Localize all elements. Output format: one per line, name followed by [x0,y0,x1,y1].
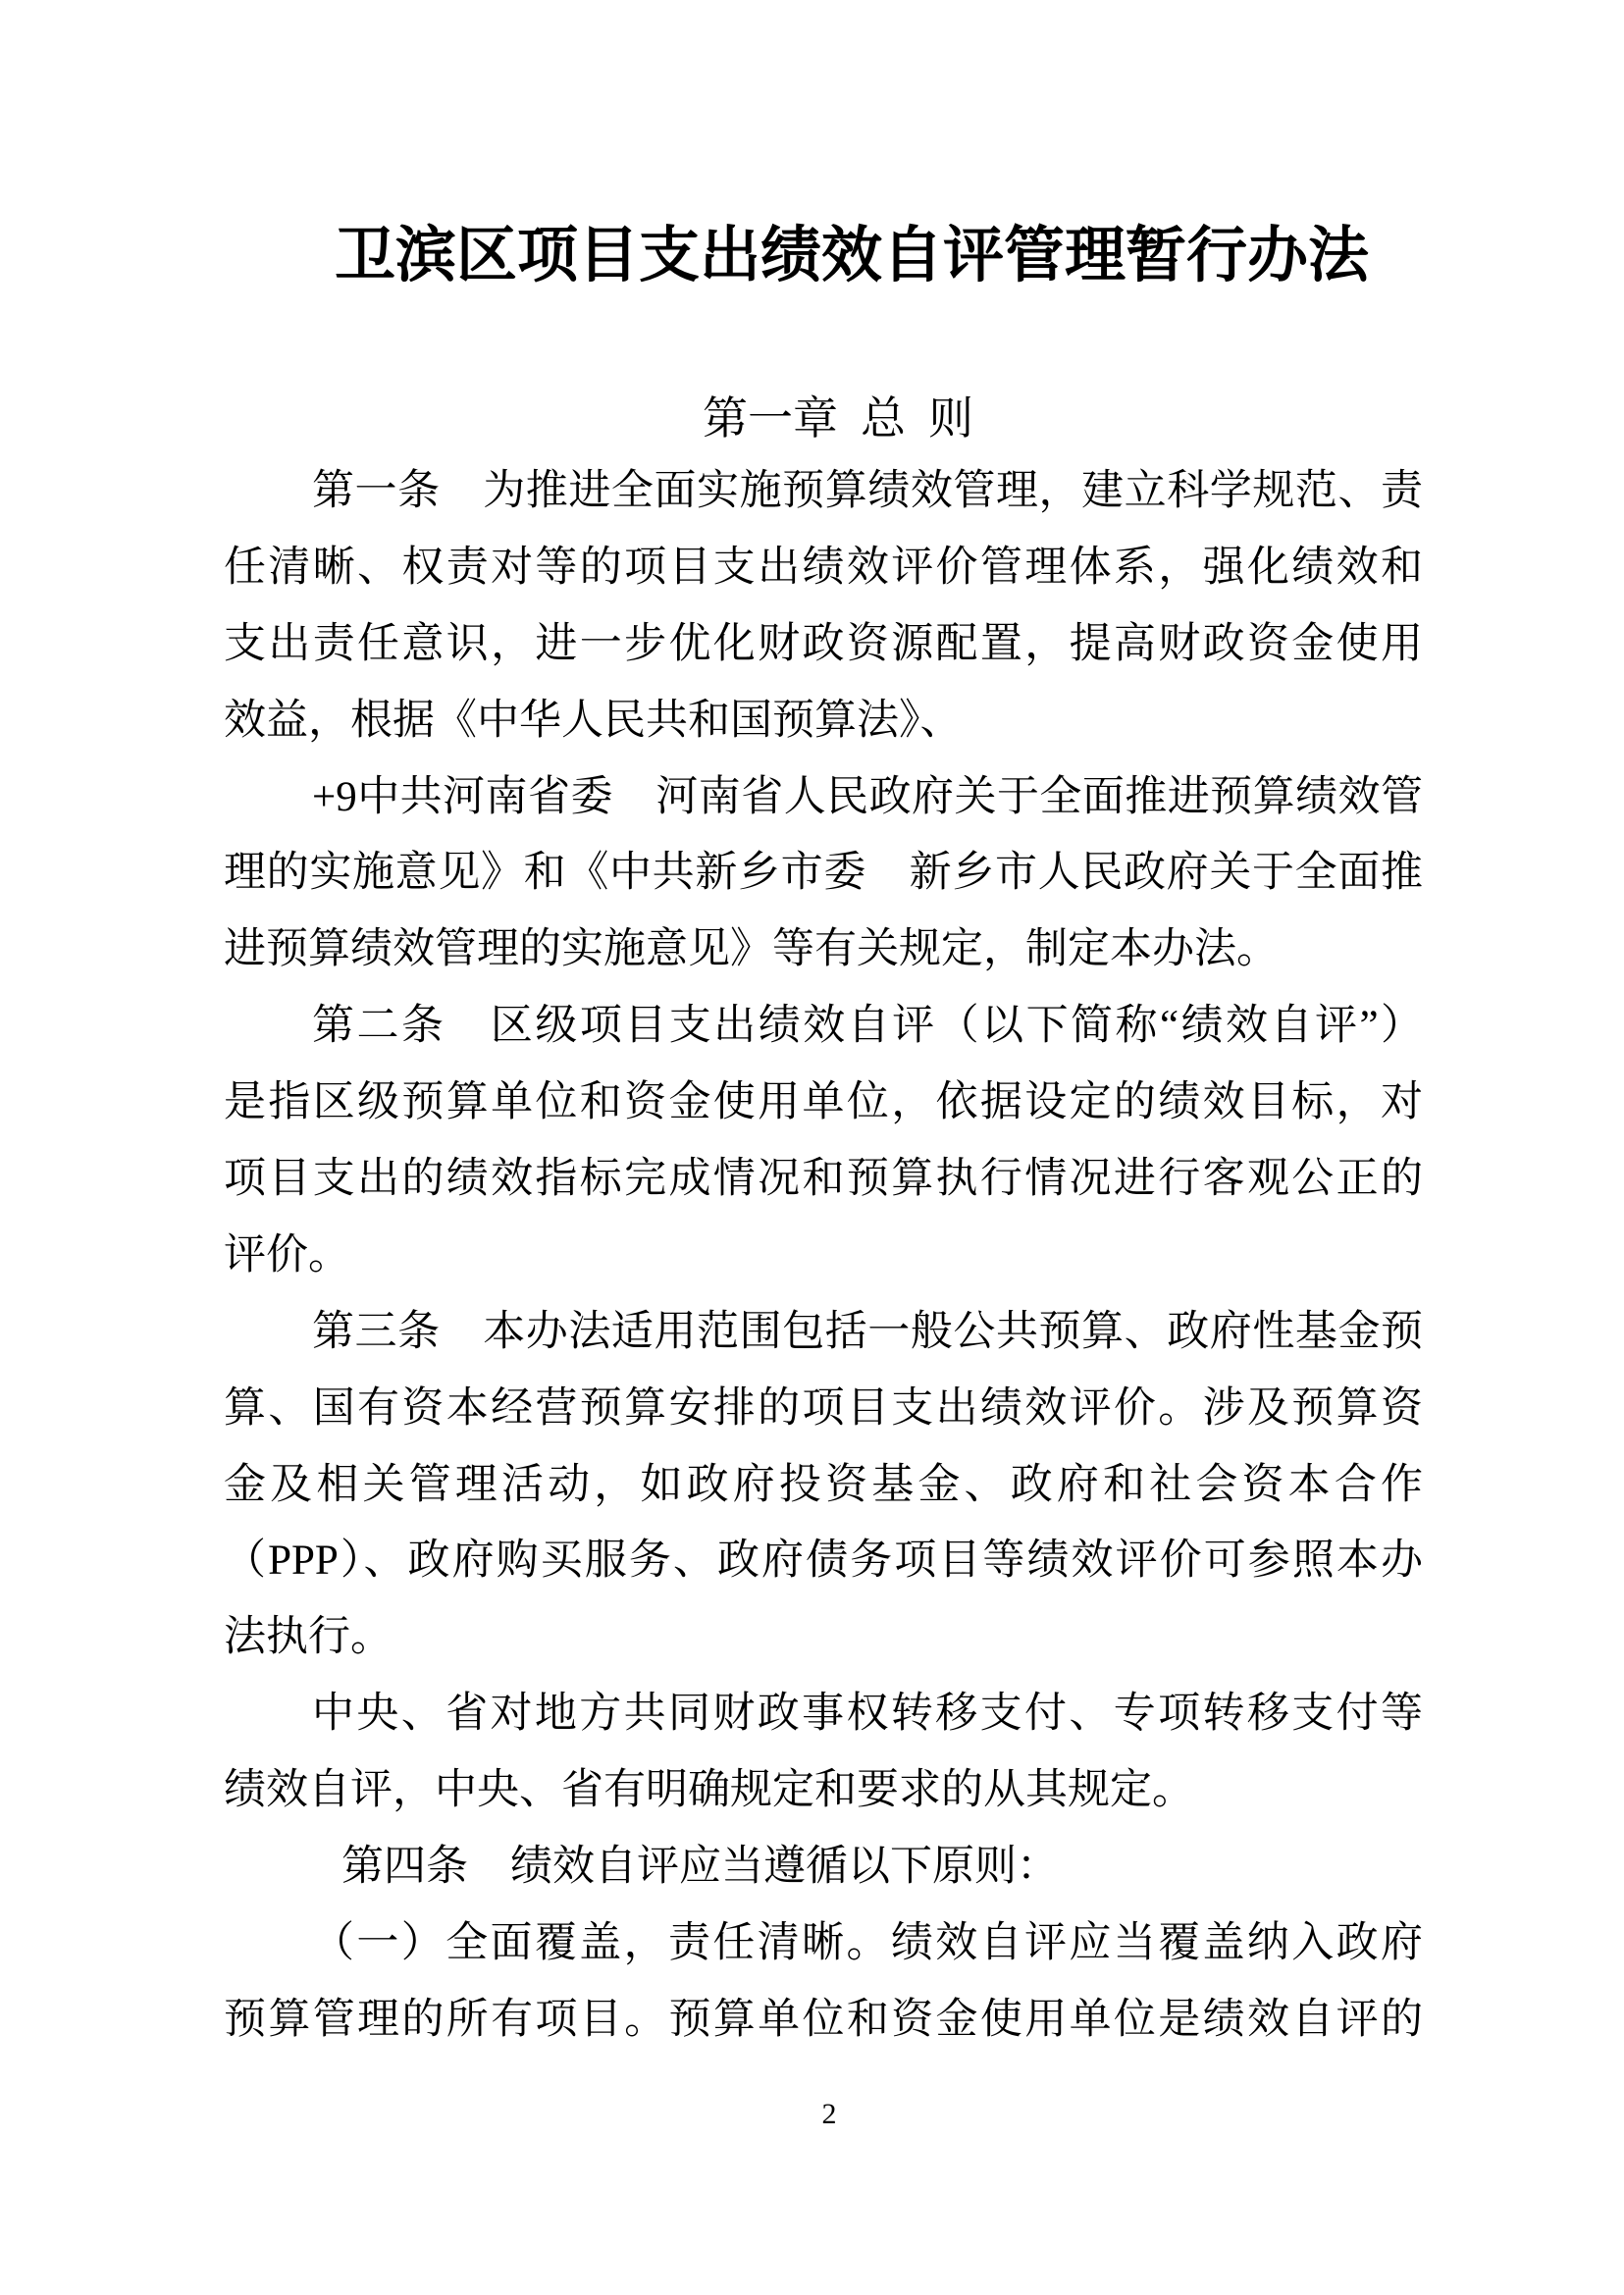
document-line: （PPP）、政府购买服务、政府债务项目等绩效评价可参照本办 [224,1538,1423,1585]
document-line: 效益，根据《中华人民共和国预算法》、 [224,697,963,744]
document-line: 任清晰、权责对等的项目支出绩效评价管理体系，强化绩效和 [224,544,1423,591]
document-body [224,453,1423,2059]
document-line: 第一条 为推进全面实施预算绩效管理，建立科学规范、责 [312,468,1423,514]
document-content [224,0,1423,2295]
document-line: 第三条 本办法适用范围包括一般公共预算、政府性基金预 [312,1308,1423,1355]
document-line: 是指区级预算单位和资金使用单位，依据设定的绩效目标，对 [224,1079,1423,1126]
document-line: 金及相关管理活动，如政府投资基金、政府和社会资本合作 [224,1461,1423,1508]
document-line: 进预算绩效管理的实施意见》等有关规定，制定本办法。 [224,926,1279,973]
document-line: 支出责任意识，进一步优化财政资源配置，提高财政资金使用 [224,620,1423,667]
document-line: 项目支出的绩效指标完成情况和预算执行情况进行客观公正的 [224,1156,1423,1203]
document-line: 第四条 绩效自评应当遵循以下原则： [341,1844,1059,1891]
document-line: 法执行。 [224,1614,393,1661]
document-line: 评价。 [224,1231,350,1278]
document-line: 第二条 区级项目支出绩效自评（以下简称“绩效自评”） [312,1003,1423,1050]
document-line: 预算管理的所有项目。预算单位和资金使用单位是绩效自评的 [224,1996,1423,2043]
document-line: +9中共河南省委 河南省人民政府关于全面推进预算绩效管 [312,773,1423,820]
document-line: 算、国有资本经营预算安排的项目支出绩效评价。涉及预算资 [224,1384,1423,1432]
document-line: 理的实施意见》和《中共新乡市委 新乡市人民政府关于全面推 [224,850,1423,897]
page-number: 2 [821,2098,837,2130]
chapter-heading: 第一章 总 则 [703,393,973,443]
document-line: 中央、省对地方共同财政事权转移支付、专项转移支付等 [312,1691,1423,1738]
document-title: 卫滨区项目支出绩效自评管理暂行办法 [334,223,1369,289]
document-line: 绩效自评，中央、省有明确规定和要求的从其规定。 [224,1767,1194,1814]
document-line: （一）全面覆盖，责任清晰。绩效自评应当覆盖纳入政府 [312,1919,1423,1966]
